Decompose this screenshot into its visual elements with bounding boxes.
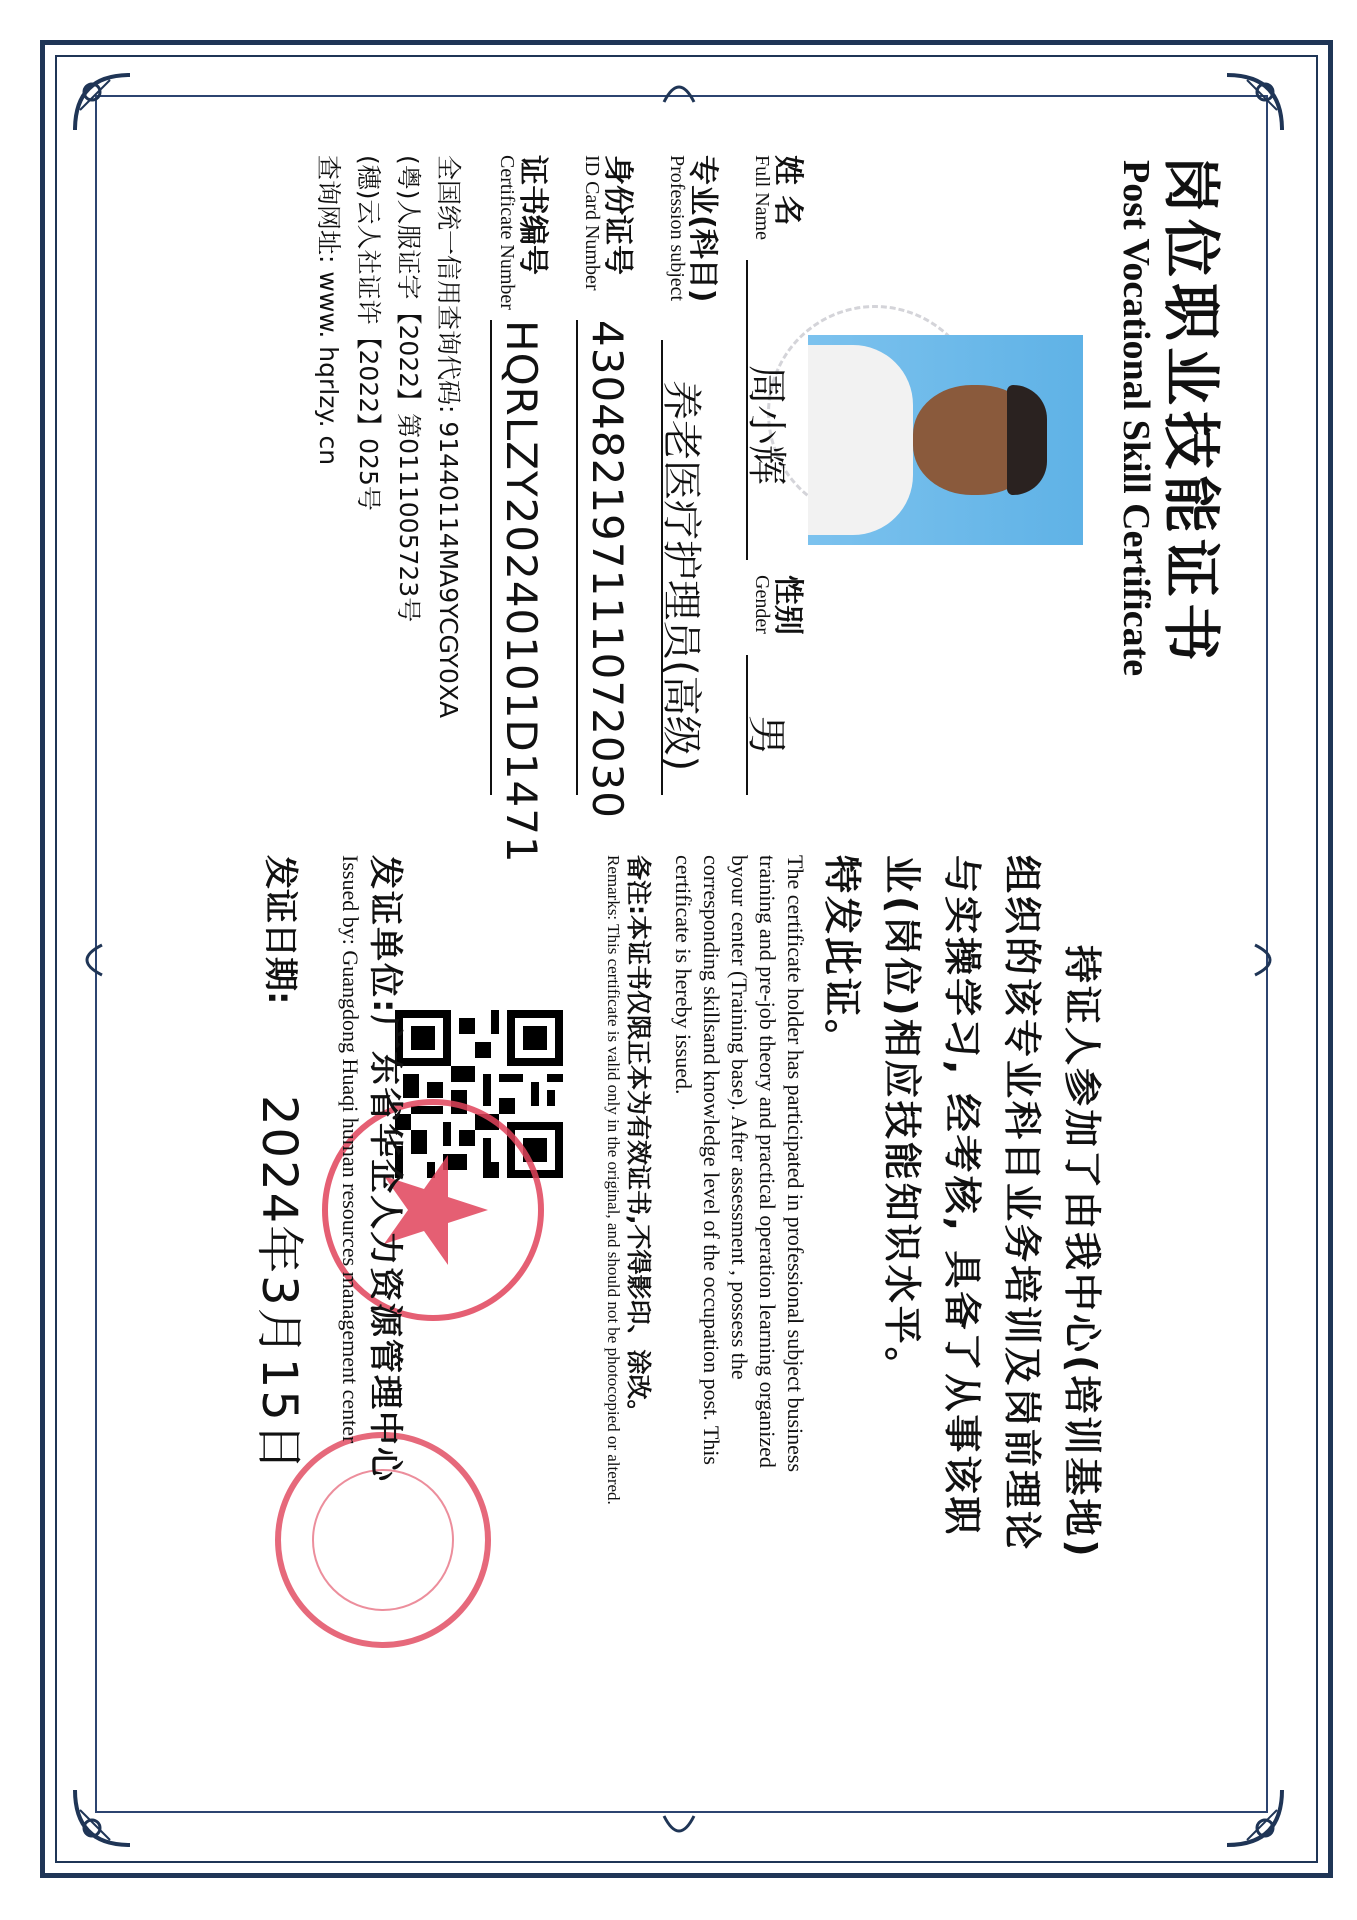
gender-underline [746, 655, 748, 795]
certificate-number-value: HQRLZY20240101D1471 [497, 320, 546, 864]
certificate-title-en: Post Vocational Skill Certificate [1115, 160, 1157, 677]
name-label: 姓 名 [770, 155, 805, 226]
gender-value: 男 [743, 715, 789, 755]
gender-label: 性别 [770, 575, 805, 635]
statement-en-line-5: certificate is hereby issued. [671, 855, 696, 1095]
certificate-number-label-en: Certificate Number [496, 155, 518, 310]
query-website: 查询网址: www. hqrlzy. cn [314, 155, 343, 466]
id-card-value: 430482197111072030 [583, 320, 632, 819]
issue-date-label: 发证日期: [260, 855, 300, 1005]
statement-line-4: 业(岗位)相应技能知识水平。 [880, 855, 924, 1388]
statement-en-line-4: corresponding skillsand knowledge level of the occupation post. This [699, 855, 724, 1465]
remarks-en: Remarks: This certificate is valid only in the original, and should not be photocopied or altered. [604, 855, 623, 1505]
holder-photo [808, 335, 1083, 545]
name-underline [746, 260, 748, 560]
statement-line-2: 组织的该专业科目业务培训及岗前理论 [1000, 855, 1044, 1553]
id-card-underline [576, 320, 578, 795]
certificate-title-cn: 岗位职业技能证书 [1157, 155, 1225, 668]
statement-en-line-1: The certificate holder has participated in professional subject business [783, 855, 808, 1473]
profession-underline [661, 340, 663, 795]
credit-code: 全国统一信用查询代码: 91440114MA9YCGY0XA [434, 155, 463, 719]
license-number-2: (穗)云人社证许【2022】025号 [354, 155, 383, 511]
gender-label-en: Gender [751, 575, 773, 634]
profession-label: 专业(科目) [685, 155, 720, 303]
statement-line-5: 特发此证。 [820, 855, 864, 1061]
issuer-name: 广东省华企人力资源管理中心 [365, 1015, 405, 1483]
license-number-1: (粤)人服证字【2022】第0111005723号 [394, 155, 423, 623]
certificate-body [95, 95, 1268, 1813]
issuer-en: Issued by: Guangdong Huaqi human resources management center [338, 855, 363, 1444]
remarks-cn: 备注:本证书仅限正本为有效证书,不得影印、涂改。 [624, 855, 653, 1425]
profession-label-en: Profession subject [666, 155, 688, 302]
name-label-en: Full Name [751, 155, 773, 240]
name-value: 周小辉 [743, 365, 789, 485]
certificate-number-label: 证书编号 [515, 155, 550, 275]
issue-date-value: 2024年3月15日 [251, 1095, 307, 1473]
statement-en-line-3: byour center (Training base). After assessment , possess the [727, 855, 752, 1380]
id-card-label-en: ID Card Number [581, 155, 603, 291]
issuer-label: 发证单位: [365, 855, 405, 1015]
statement-line-3: 与实操学习, 经考核, 具备了从事该职 [940, 855, 984, 1538]
statement-line-1: 持证人参加了由我中心(培训基地) [1060, 945, 1104, 1560]
id-card-label: 身份证号 [600, 155, 635, 275]
statement-en-line-2: training and pre-job theory and practical operation learning organized [755, 855, 780, 1468]
profession-value: 养老医疗护理员(高级) [658, 380, 704, 772]
certificate-number-underline [490, 320, 492, 795]
